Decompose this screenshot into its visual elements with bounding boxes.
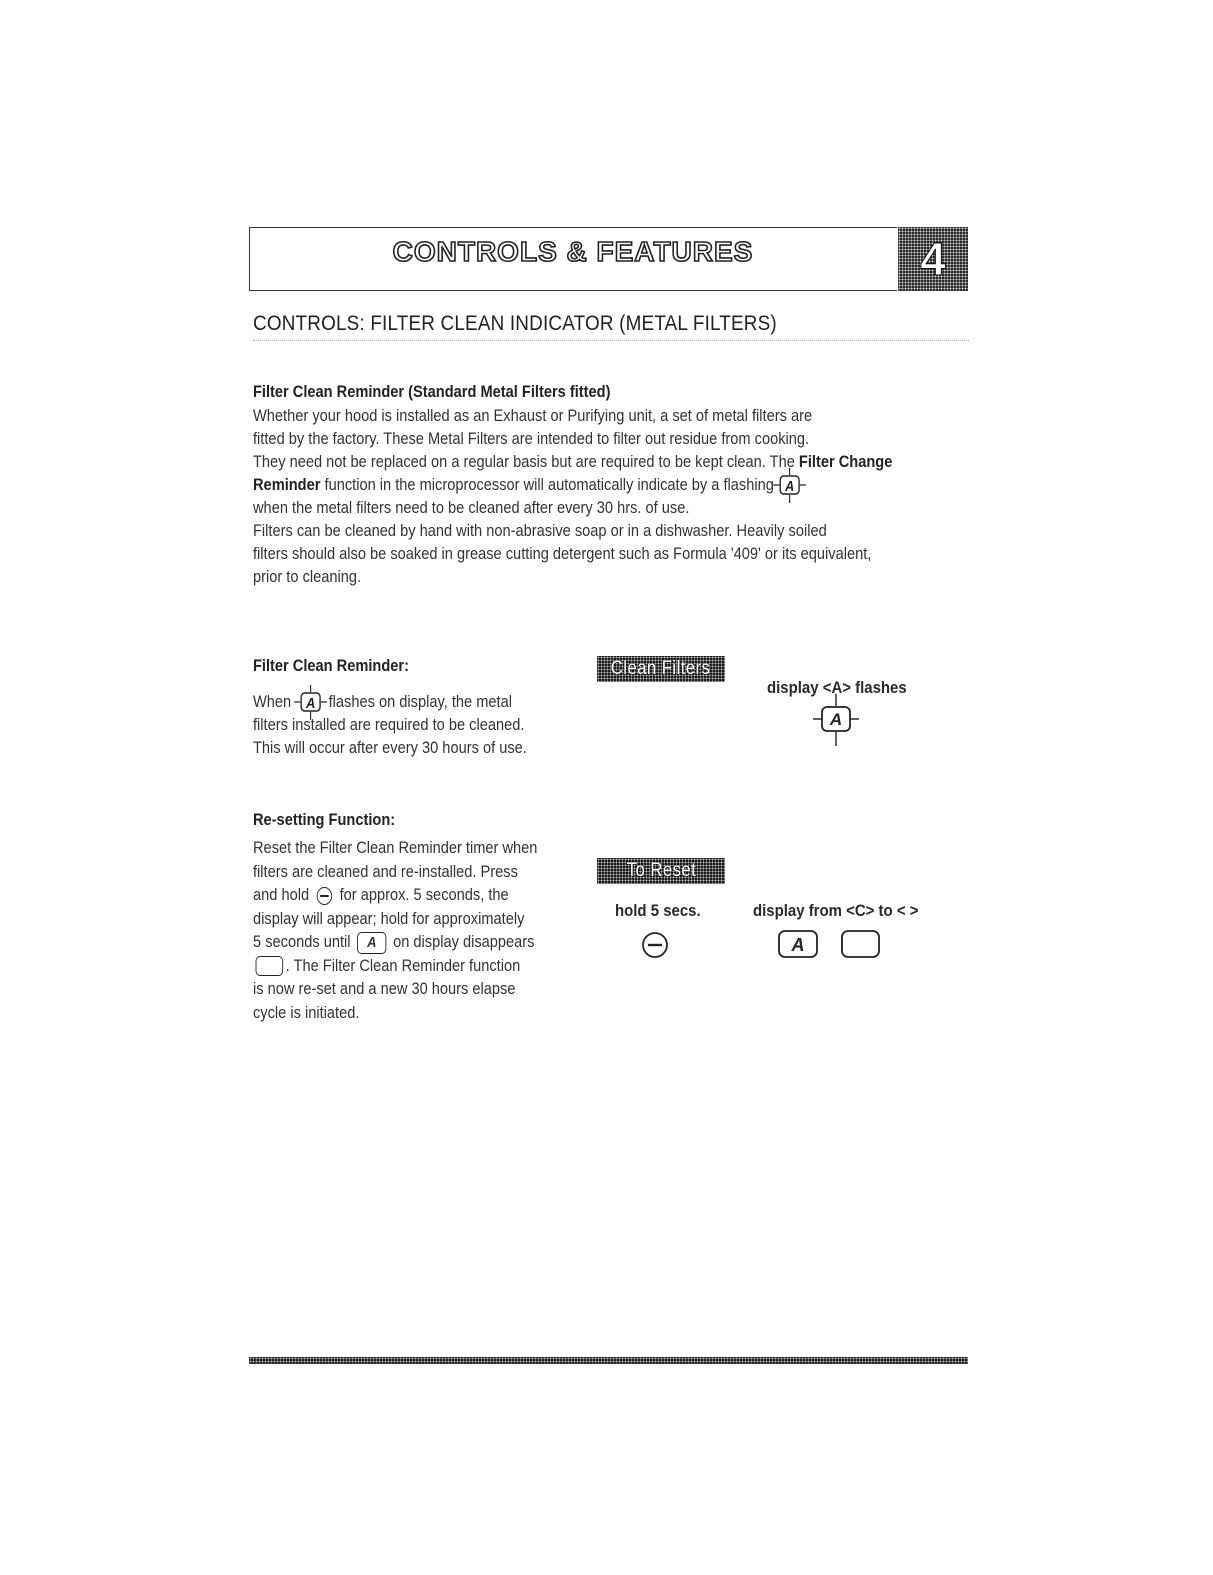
svg-text:A: A: [829, 710, 843, 729]
intro-line: Whether your hood is installed as an Exhaust or Purifying unit, a set of metal filters are: [253, 406, 813, 425]
reset-line: [253, 883, 537, 907]
intro-line: fitted by the factory. These Metal Filters are intended to filter out residue from cooking.: [253, 429, 810, 448]
reminder-text: When: [253, 692, 292, 711]
reset-text: 5 seconds until: [253, 932, 351, 951]
footer-bar: [249, 1357, 968, 1364]
reminder-text: flashes on display, the metal: [328, 692, 512, 711]
clean-filters-tag-label: Clean Filters: [611, 658, 711, 679]
reset-text: . The Filter Clean Reminder function: [285, 955, 521, 975]
to-reset-tag-label: To Reset: [626, 860, 696, 881]
intro-text: function in the microprocessor will automatically indicate by a flashing: [320, 475, 774, 494]
reminder-paragraph: [253, 690, 527, 759]
intro-line: when the metal filters need to be cleaned after every 30 hrs. of use.: [253, 498, 690, 517]
chapter-badge: [898, 227, 968, 291]
reminder-line: This will occur after every 30 hours of use.: [253, 738, 527, 757]
display-a-icon: [777, 928, 821, 965]
reset-line: is now re-set and a new 30 hours elapse: [253, 979, 516, 999]
display-a-icon: A: [357, 932, 386, 954]
to-reset-tag: [597, 858, 725, 884]
page-title: CONTROLS & FEATURES: [392, 236, 754, 267]
reset-line: Reset the Filter Clean Reminder timer when: [253, 838, 538, 857]
reset-line: [253, 930, 537, 954]
intro-bold: Filter Change: [798, 452, 893, 471]
minus-button-icon: [317, 887, 332, 905]
flashing-a-icon: [297, 693, 323, 713]
display-from-to-label: display from <C> to < >: [753, 901, 919, 920]
intro-line: filters should also be soaked in grease cutting detergent such as Formula '409' or its equivalent,: [253, 544, 872, 563]
flashing-a-icon: [776, 476, 802, 496]
reminder-heading: Filter Clean Reminder:: [253, 656, 409, 675]
reset-line: cycle is initiated.: [253, 1002, 360, 1022]
intro-bold: Reminder: [253, 475, 321, 494]
display-flashes-label: display <A> flashes: [767, 678, 907, 697]
minus-button-icon: [640, 930, 670, 965]
intro-paragraph: [253, 404, 892, 588]
intro-line: prior to cleaning.: [253, 567, 362, 586]
reset-text: and hold: [253, 885, 310, 904]
reset-paragraph: [253, 836, 537, 1024]
reset-text: on display disappears: [393, 932, 535, 951]
svg-text:A: A: [306, 693, 316, 711]
section-title: CONTROLS: FILTER CLEAN INDICATOR (METAL FILTERS): [253, 312, 777, 335]
reminder-line: filters installed are required to be cleaned.: [253, 715, 525, 734]
reset-heading: Re-setting Function:: [253, 810, 396, 829]
intro-line: Filters can be cleaned by hand with non-abrasive soap or in a dishwasher. Heavily soiled: [253, 521, 827, 540]
reminder-line: [253, 690, 527, 713]
intro-line: [253, 473, 892, 496]
reset-line: filters are cleaned and re-installed. Press: [253, 861, 518, 881]
clean-filters-tag: [597, 656, 725, 682]
display-flashing-a-icon: [812, 692, 860, 753]
hold-5-secs-label: hold 5 secs.: [615, 901, 701, 920]
display-blank-icon: [256, 956, 284, 976]
chapter-number: 4: [920, 233, 946, 285]
svg-text:A: A: [784, 476, 795, 494]
intro-heading: Filter Clean Reminder (Standard Metal Filters fitted): [253, 382, 611, 401]
reset-text: for approx. 5 seconds, the: [339, 885, 509, 904]
svg-text:A: A: [791, 935, 805, 955]
section-divider: [253, 340, 969, 341]
intro-text: They need not be replaced on a regular basis but are required to be kept clean. The: [253, 452, 799, 471]
reset-line: [253, 954, 537, 978]
display-blank-icon: [840, 928, 884, 965]
reset-line: display will appear; hold for approximately: [253, 908, 525, 928]
